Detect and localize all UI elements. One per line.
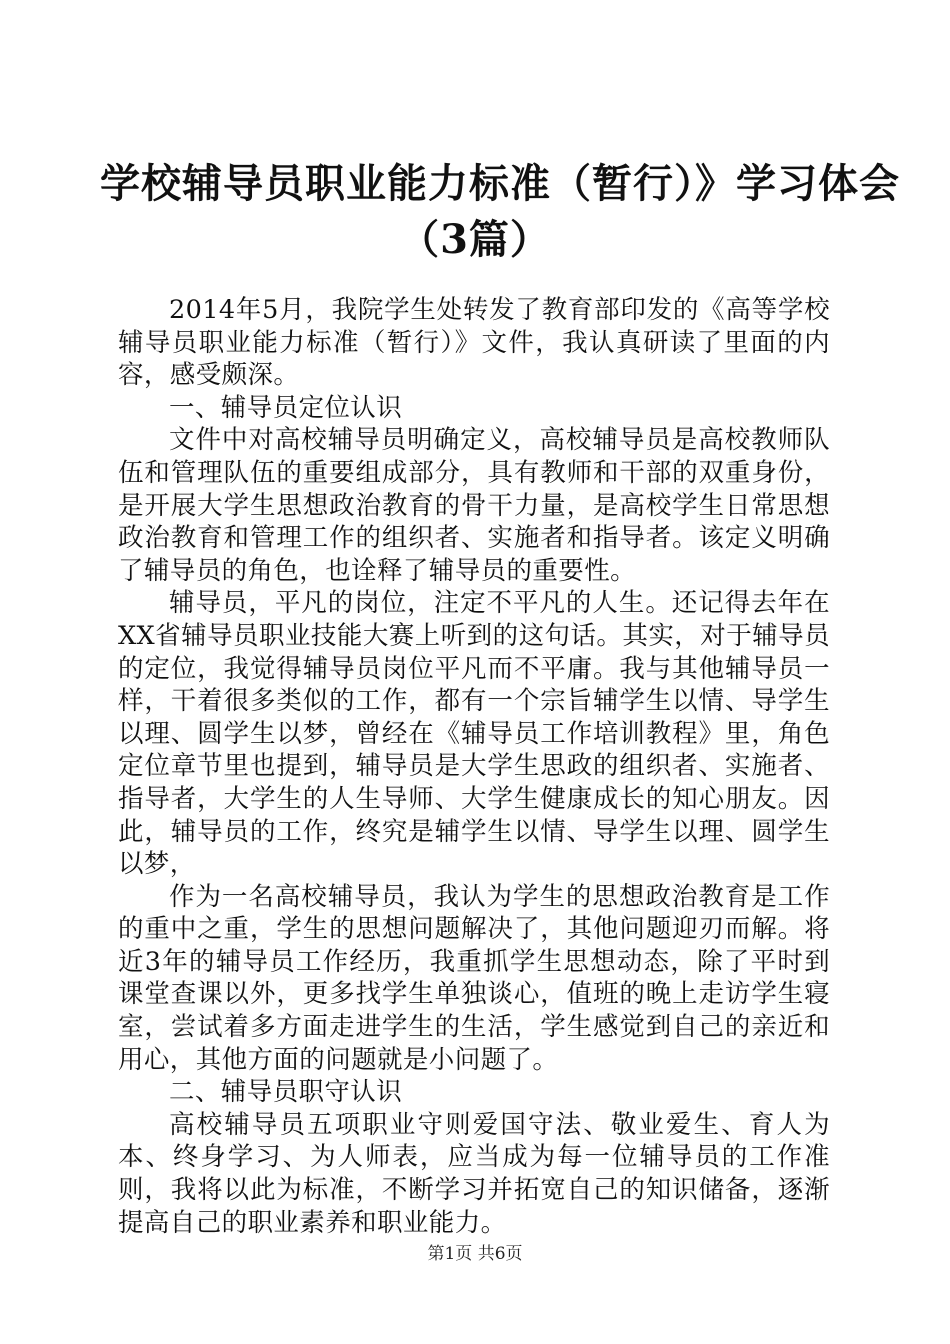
paragraph-positioning: 辅导员，平凡的岗位，注定不平凡的人生。还记得去年在XX省辅导员职业技能大赛上听到的这句话。其实，对于辅导员的定位，我觉得辅导员岗位平凡而不平庸。我与其他辅导员一样，干着很多类似的工作，都有一个宗旨辅学生以情、导学生以理、圆学生以梦，曾经在《辅导员工作培训教程》里，角色定位章节里也提到，辅导员是大学生思政的组织者、实施者、指导者，大学生的人生导师、大学生健康成长的知心朋友。因此，辅导员的工作，终究是辅学生以情、导学生以理、圆学生以梦， bbox=[118, 588, 830, 880]
document-title-subtitle: （3篇） bbox=[399, 216, 551, 263]
document-body bbox=[118, 294, 830, 1239]
page-footer: 第1页 共6页 bbox=[427, 1244, 523, 1264]
paragraph-intro: 2014年5月，我院学生处转发了教育部印发的《高等学校辅导员职业能力标准（暂行）》文件，我认真研读了里面的内容，感受颇深。 bbox=[118, 295, 830, 391]
paragraph-definition: 文件中对高校辅导员明确定义，高校辅导员是高校教师队伍和管理队伍的重要组成部分，具有教师和干部的双重身份，是开展大学生思想政治教育的骨干力量，是高校学生日常思想政治教育和管理工作的组织者、实施者和指导者。该定义明确了辅导员的角色，也诠释了辅导员的重要性。 bbox=[118, 425, 830, 586]
section-heading-2: 二、辅导员职守认识 bbox=[169, 1077, 403, 1108]
section-heading-1: 一、辅导员定位认识 bbox=[169, 392, 403, 423]
document-title: 学校辅导员职业能力标准（暂行）》学习体会 bbox=[100, 160, 900, 207]
paragraph-code-of-conduct: 高校辅导员五项职业守则爱国守法、敬业爱生、育人为本、终身学习、为人师表，应当成为每一位辅导员的工作准则，我将以此为标准，不断学习并拓宽自己的知识储备，逐渐提高自己的职业素养和职业能力。 bbox=[118, 1109, 830, 1238]
paragraph-experience: 作为一名高校辅导员，我认为学生的思想政治教育是工作的重中之重，学生的思想问题解决了，其他问题迎刃而解。将近3年的辅导员工作经历，我重抓学生思想动态，除了平时到课堂查课以外，更多找学生单独谈心，值班的晚上走访学生寝室，尝试着多方面走进学生的生活，学生感觉到自己的亲近和用心，其他方面的问题就是小问题了。 bbox=[118, 881, 830, 1075]
